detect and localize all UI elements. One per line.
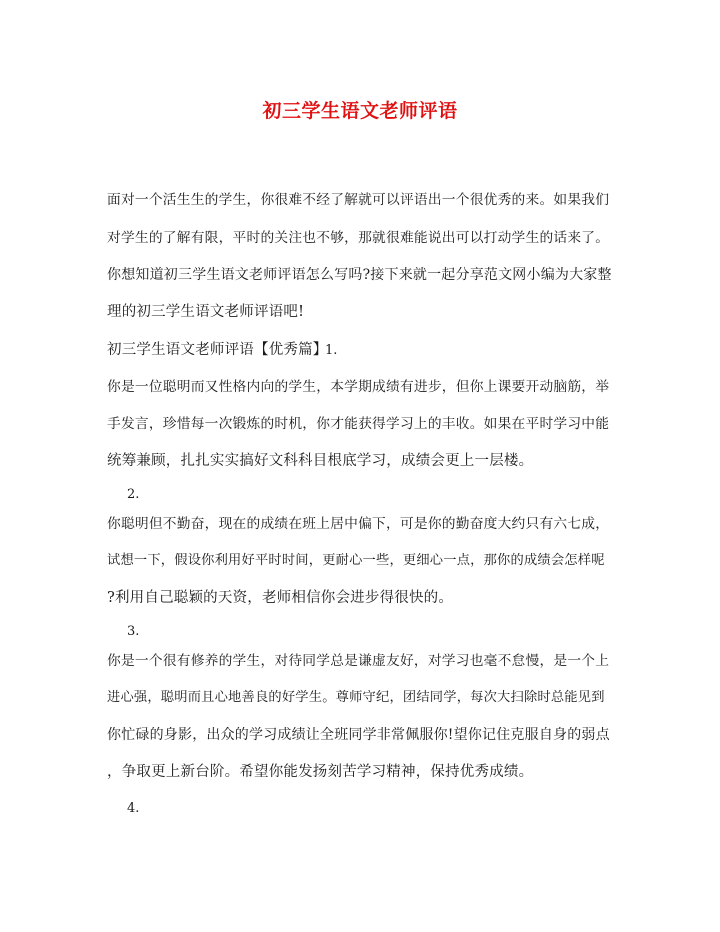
comment-1-line-2: 手发言，珍惜每一次锻炼的时机，你才能获得学习上的丰收。如果在平时学习中能 xyxy=(107,416,610,432)
section-heading: 初三学生语文老师评语【优秀篇】 xyxy=(107,342,328,358)
comment-number-2: 2. xyxy=(127,487,140,502)
intro-line-2: 对学生的了解有限，平时的关注也不够，那就很难能说出可以打动学生的话来了。 xyxy=(107,230,610,246)
comment-3-line-3: 你忙碌的身影，出众的学习成绩让全班同学非常佩服你!望你记住克服自身的弱点 xyxy=(107,727,610,743)
comment-2-line-2: 试想一下，假设你利用好平时时间，更耐心一些，更细心一点，那你的成绩会怎样呢 xyxy=(107,553,605,568)
comment-1-line-3: 统筹兼顾，扎扎实实搞好文科科目根底学习，成绩会更上一层楼。 xyxy=(107,453,534,469)
document-title: 初三学生语文老师评语 xyxy=(262,100,458,122)
comment-number-3: 3. xyxy=(127,624,140,639)
intro-line-3: 你想知道初三学生语文老师评语怎么写吗?接下来就一起分享范文网小编为大家整 xyxy=(107,267,612,283)
comment-3-line-1: 你是一个很有修养的学生，对待同学总是谦虚友好，对学习也毫不怠慢，是一个上 xyxy=(107,653,610,669)
intro-line-1: 面对一个活生生的学生，你很难不经了解就可以评语出一个很优秀的来。如果我们 xyxy=(107,192,610,208)
section-heading-number: 1. xyxy=(325,343,338,358)
comment-number-4: 4. xyxy=(127,801,140,816)
comment-3-line-2: 进心强，聪明而且心地善良的好学生。尊师守纪，团结同学，每次大扫除时总能见到 xyxy=(107,690,605,705)
intro-line-4: 理的初三学生语文老师评语吧! xyxy=(107,304,305,320)
comment-2-line-3: ?利用自己聪颖的天资，老师相信你会进步得很快的。 xyxy=(107,590,454,606)
comment-2-line-1: 你聪明但不勤奋，现在的成绩在班上居中偏下，可是你的勤奋度大约只有六七成， xyxy=(107,516,610,532)
comment-3-line-4: ，争取更上新台阶。希望你能发扬刻苦学习精神，保持优秀成绩。 xyxy=(107,764,534,780)
comment-1-line-1: 你是一位聪明而又性格内向的学生，本学期成绩有进步，但你上课要开动脑筋，举 xyxy=(107,379,610,395)
